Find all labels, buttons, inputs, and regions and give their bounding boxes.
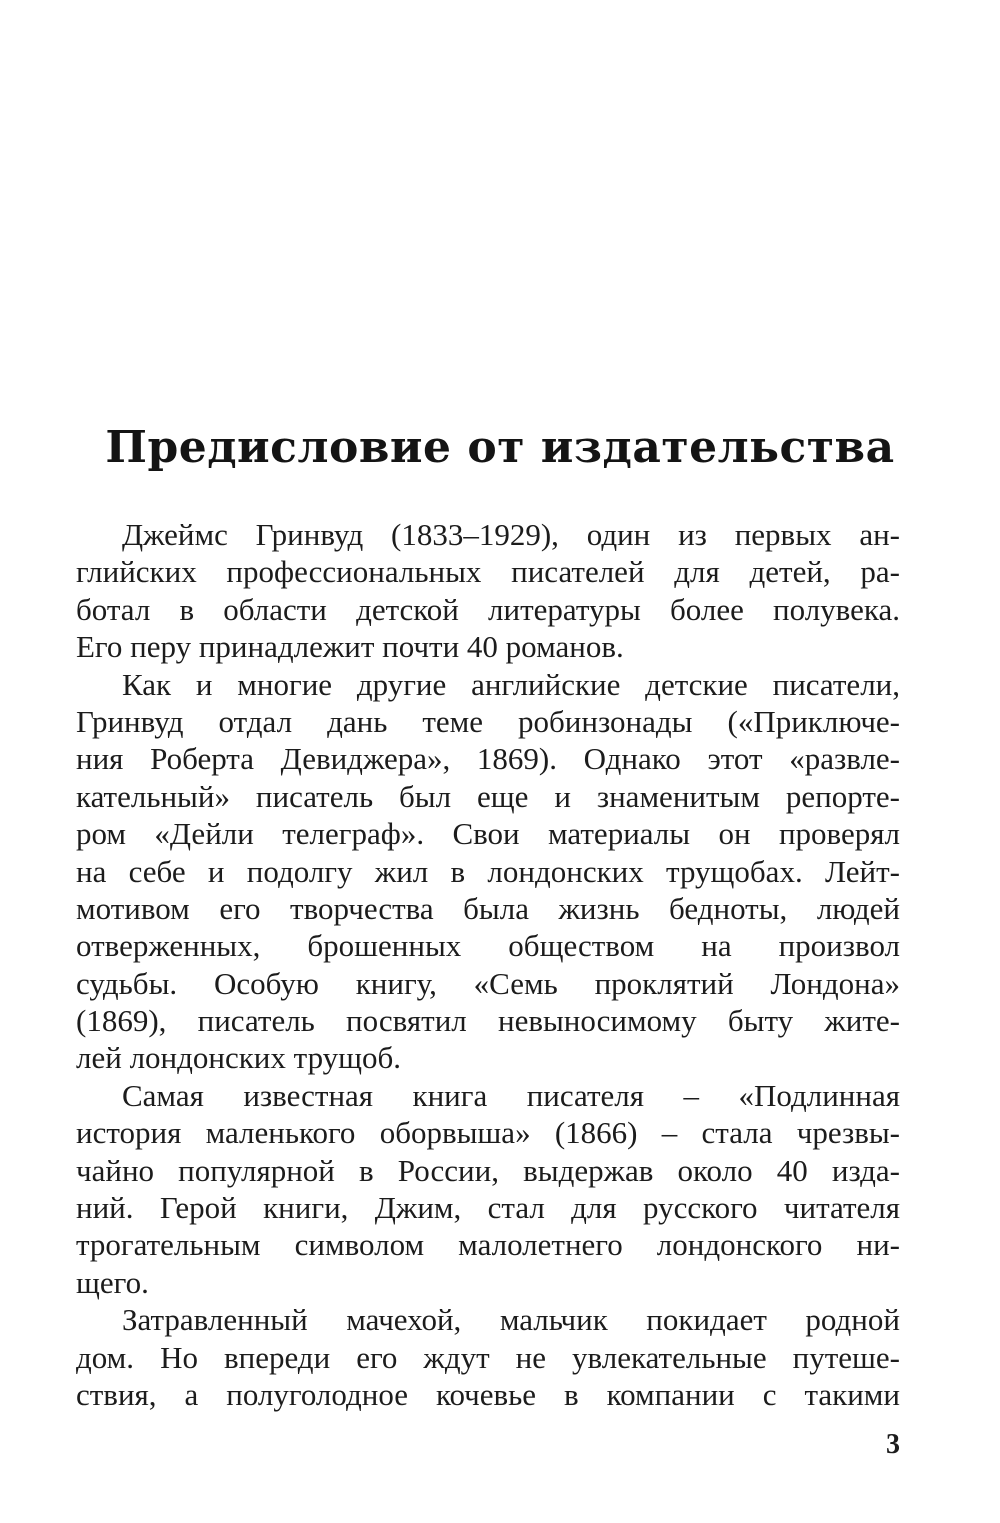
text-line: ния Роберта Девиджера», 1869). Однако этот «развле- — [76, 741, 900, 777]
text-line: ром «Дейли телеграф». Свои материалы он проверял — [76, 816, 900, 852]
paragraph-2 — [76, 666, 900, 1077]
paragraph-3 — [76, 1077, 900, 1301]
text-line: щего. — [76, 1264, 149, 1300]
text-line: история маленького оборвыша» (1866) – стала чрезвы- — [76, 1115, 900, 1151]
text-line: (1869), писатель посвятил невыносимому быту жите- — [76, 1003, 900, 1039]
paragraph-4 — [76, 1301, 900, 1413]
text-line: ботал в области детской литературы более полувека. — [76, 591, 900, 627]
text-line: Самая известная книга писателя – «Подлинная — [122, 1077, 900, 1113]
page-title: Предисловие от издательства — [105, 422, 895, 473]
text-line: кательный» писатель был еще и знаменитым репорте- — [76, 778, 900, 814]
page-number: 3 — [886, 1429, 900, 1460]
text-line: ний. Герой книги, Джим, стал для русского читателя — [76, 1190, 900, 1226]
text-line: лей лондонских трущоб. — [76, 1040, 402, 1076]
text-line: Как и многие другие английские детские писатели, — [122, 666, 900, 702]
text-line: трогательным символом малолетнего лондонского ни- — [76, 1227, 900, 1263]
text-line: Затравленный мачехой, мальчик покидает родной — [122, 1302, 900, 1338]
text-line: на себе и подолгу жил в лондонских трущобах. Лейт- — [76, 853, 900, 889]
text-line: дом. Но впереди его ждут не увлекательные путеше- — [76, 1339, 900, 1375]
text-line: глийских профессиональных писателей для детей, ра- — [76, 554, 900, 590]
text-line: судьбы. Особую книгу, «Семь проклятий Лондона» — [76, 965, 900, 1001]
text-line: отверженных, брошенных обществом на произвол — [76, 928, 900, 964]
text-line: Гринвуд отдал дань теме робинзонады («Приключе- — [76, 703, 900, 739]
text-line: мотивом его творчества была жизнь бедноты, людей — [76, 890, 900, 926]
body-text — [76, 516, 900, 1413]
paragraph-1 — [76, 516, 900, 666]
text-line: Джеймс Гринвуд (1833–1929), один из первых ан- — [122, 517, 900, 552]
text-line: Его перу принадлежит почти 40 романов. — [76, 629, 624, 665]
text-line: ствия, а полуголодное кочевье в компании с такими — [76, 1376, 900, 1412]
text-line: чайно популярной в России, выдержав около 40 изда- — [76, 1152, 900, 1188]
